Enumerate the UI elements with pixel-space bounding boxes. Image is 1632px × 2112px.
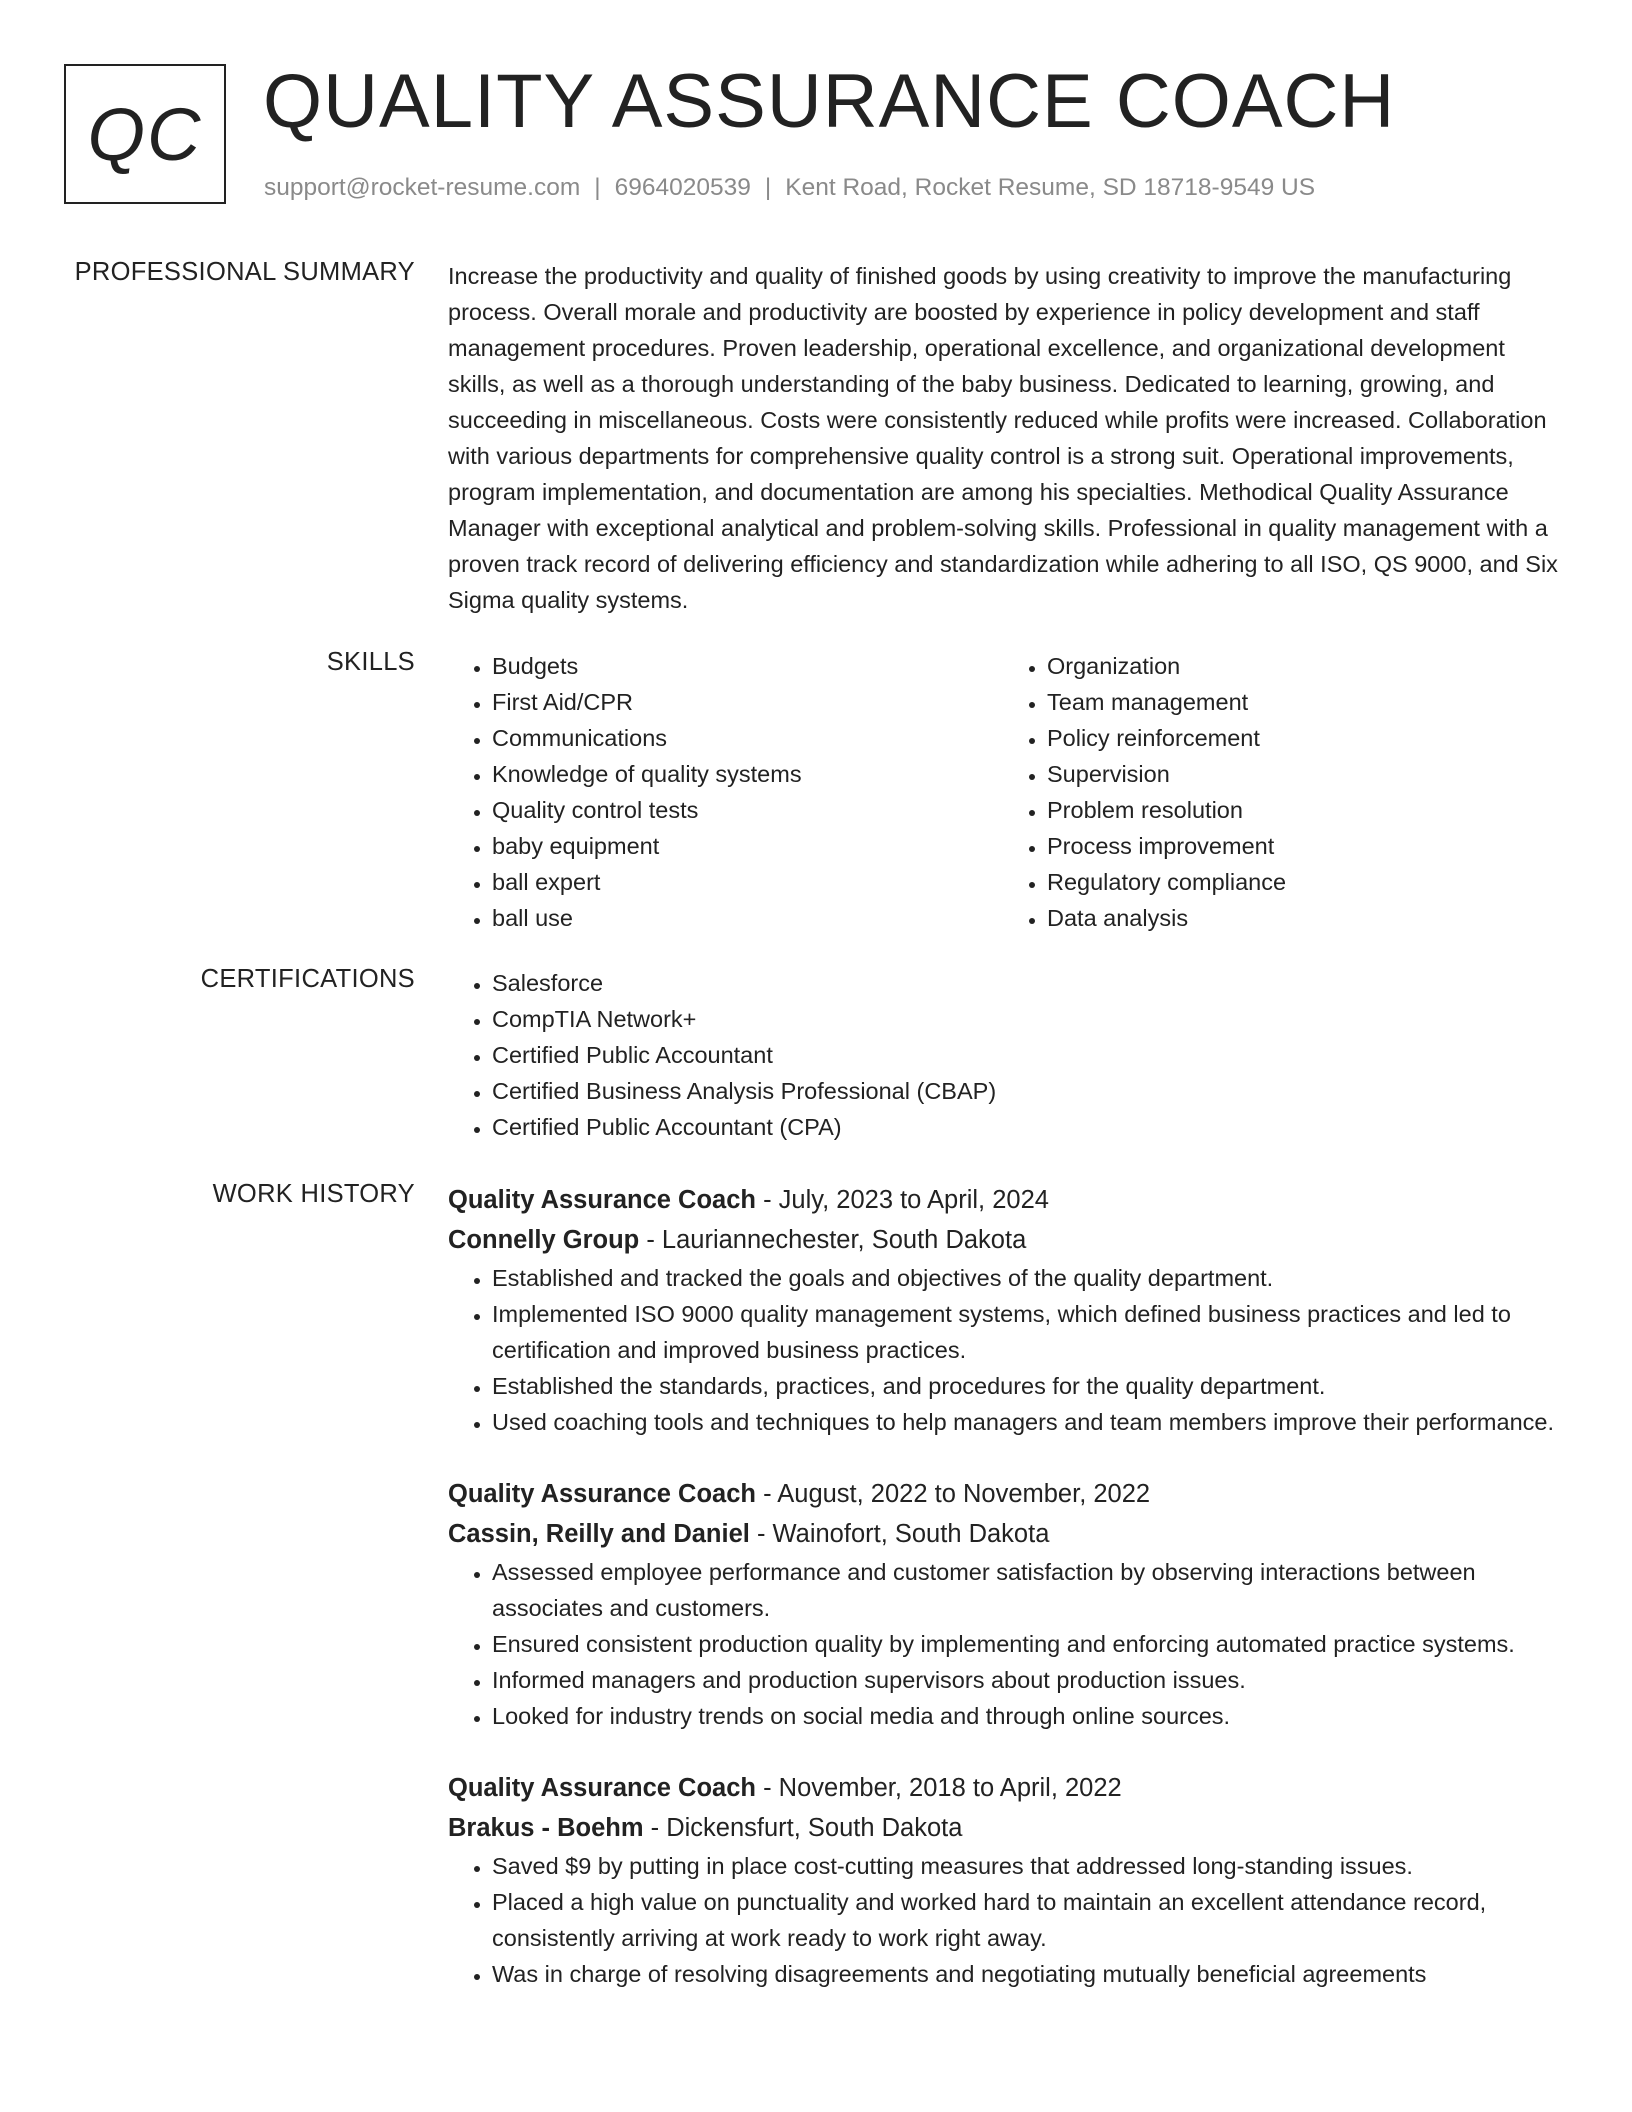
- job-company: Connelly Group: [448, 1226, 640, 1254]
- contact-address: Kent Road, Rocket Resume, SD 18718-9549 US: [785, 174, 1316, 201]
- job-bullets: [448, 1848, 1558, 1992]
- list-item: • Saved $9 by putting in place cost-cutting measures that addressed long-standing issues.: [492, 1848, 1558, 1884]
- monogram-logo: QC: [64, 64, 226, 204]
- job-dates: - August, 2022 to November, 2022: [756, 1480, 1151, 1508]
- list-item: • Established and tracked the goals and objectives of the quality department.: [492, 1260, 1558, 1296]
- job-title: Quality Assurance Coach: [448, 1774, 756, 1802]
- list-item: • First Aid/CPR: [492, 684, 1003, 720]
- job-title-line: [448, 1180, 1558, 1220]
- list-item: • Team management: [1047, 684, 1558, 720]
- resume-header: [64, 59, 1564, 214]
- list-item: • Certified Public Accountant (CPA): [492, 1109, 1558, 1145]
- job-title-line: [448, 1768, 1558, 1808]
- list-item: • Implemented ISO 9000 quality management systems, which defined business practices and led to certification and improved business practices.: [492, 1296, 1558, 1368]
- list-item: • baby equipment: [492, 828, 1003, 864]
- list-item: • Organization: [1047, 648, 1558, 684]
- section-heading: CERTIFICATIONS: [200, 965, 415, 993]
- list-item: • Certified Public Accountant: [492, 1037, 1558, 1073]
- list-item: • Budgets: [492, 648, 1003, 684]
- resume-title: QUALITY ASSURANCE COACH: [263, 59, 1396, 144]
- list-item: • Communications: [492, 720, 1003, 756]
- job-entry: [448, 1474, 1558, 1734]
- list-item: • Looked for industry trends on social media and through online sources.: [492, 1698, 1558, 1734]
- list-item: • Used coaching tools and techniques to help managers and team members improve their performance.: [492, 1404, 1558, 1440]
- job-location: - Dickensfurt, South Dakota: [643, 1814, 963, 1842]
- list-item: • Quality control tests: [492, 792, 1003, 828]
- section-heading: PROFESSIONAL SUMMARY: [74, 258, 415, 286]
- list-item: • ball expert: [492, 864, 1003, 900]
- list-item: • Knowledge of quality systems: [492, 756, 1003, 792]
- job-location: - Lauriannechester, South Dakota: [639, 1226, 1027, 1254]
- list-item: • Process improvement: [1047, 828, 1558, 864]
- job-title-line: [448, 1474, 1558, 1514]
- contact-separator: |: [764, 174, 772, 201]
- contact-separator: |: [594, 174, 601, 201]
- jobs-container: [448, 1180, 1558, 2026]
- job-bullets: [448, 1554, 1558, 1734]
- job-entry: [448, 1180, 1558, 1440]
- job-bullets: [448, 1260, 1558, 1440]
- contact-phone[interactable]: 6964020539: [614, 174, 751, 201]
- list-item: • Supervision: [1047, 756, 1558, 792]
- summary-paragraph: Increase the productivity and quality of finished goods by using creativity to improve the manufacturing process. Overall morale and productivity are boosted by experience in policy development and staff management procedures. Proven leadership, operational excellence, and organizational development skills, as well as a thorough understanding of the baby business. Dedicated to learning, growing, and succeeding in miscellaneous. Costs were consistently reduced while profits were increased. Collaboration with various departments for comprehensive quality control is a strong suit. Operational improvements, program implementation, and documentation are among his specialties. Methodical Quality Assurance Manager with exceptional analytical and problem-solving skills. Professional in quality management with a proven track record of delivering efficiency and standardization while adhering to all ISO, QS 9000, and Six Sigma quality systems.: [448, 263, 1558, 613]
- list-item: • Was in charge of resolving disagreements and negotiating mutually beneficial agreements: [492, 1956, 1558, 1992]
- skills-list-left: [448, 648, 1003, 936]
- job-company: Cassin, Reilly and Daniel: [448, 1520, 750, 1548]
- contact-email[interactable]: support@rocket-resume.com: [264, 174, 581, 201]
- skills-list-right: [1003, 648, 1558, 936]
- job-title: Quality Assurance Coach: [448, 1186, 756, 1214]
- list-item: • Informed managers and production supervisors about production issues.: [492, 1662, 1558, 1698]
- list-item: • Certified Business Analysis Professional (CBAP): [492, 1073, 1558, 1109]
- job-title: Quality Assurance Coach: [448, 1480, 756, 1508]
- job-company-line: [448, 1220, 1558, 1260]
- list-item: • Policy reinforcement: [1047, 720, 1558, 756]
- list-item: • Problem resolution: [1047, 792, 1558, 828]
- list-item: • Regulatory compliance: [1047, 864, 1558, 900]
- job-location: - Wainofort, South Dakota: [749, 1520, 1050, 1548]
- job-company-line: [448, 1514, 1558, 1554]
- list-item: • ball use: [492, 900, 1003, 936]
- section-heading: SKILLS: [326, 648, 415, 676]
- list-item: • CompTIA Network+: [492, 1001, 1558, 1037]
- job-company-line: [448, 1808, 1558, 1848]
- list-item: • Established the standards, practices, and procedures for the quality department.: [492, 1368, 1558, 1404]
- job-dates: - July, 2023 to April, 2024: [756, 1186, 1049, 1214]
- job-dates: - November, 2018 to April, 2022: [756, 1774, 1122, 1802]
- list-item: • Salesforce: [492, 965, 1558, 1001]
- list-item: • Placed a high value on punctuality and worked hard to maintain an excellent attendance record, consistently arriving at work ready to work right away.: [492, 1884, 1558, 1956]
- job-entry: [448, 1768, 1558, 1992]
- list-item: • Data analysis: [1047, 900, 1558, 936]
- certifications-list: [448, 965, 1558, 1145]
- list-item: • Ensured consistent production quality by implementing and enforcing automated practice systems.: [492, 1626, 1558, 1662]
- job-company: Brakus - Boehm: [448, 1814, 644, 1842]
- list-item: • Assessed employee performance and customer satisfaction by observing interactions between associates and customers.: [492, 1554, 1558, 1626]
- section-heading: WORK HISTORY: [212, 1180, 415, 1208]
- contact-line: [264, 174, 1315, 202]
